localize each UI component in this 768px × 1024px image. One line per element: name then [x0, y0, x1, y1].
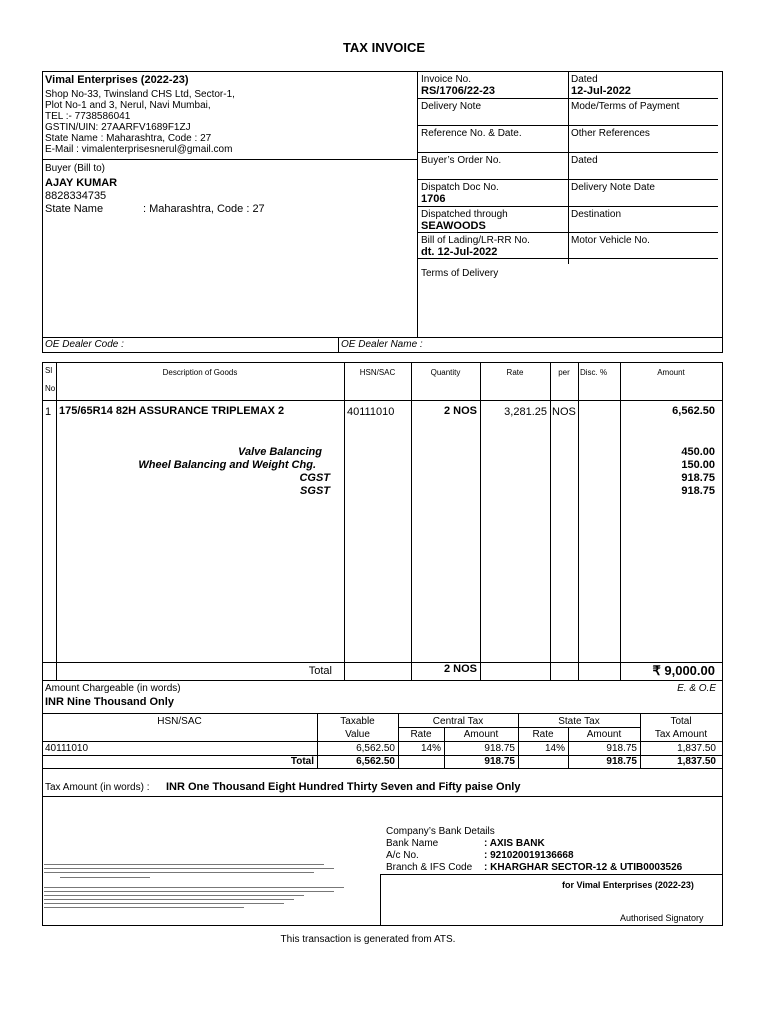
bank-heading: Company’s Bank Details — [386, 826, 495, 837]
order-dated-label: Dated — [571, 155, 598, 166]
delivery-note-date-label: Delivery Note Date — [571, 182, 655, 193]
seller-name: Vimal Enterprises (2022-23) — [45, 74, 189, 86]
terms-of-delivery-label: Terms of Delivery — [421, 268, 499, 279]
tax-col-state-rate: Rate — [532, 729, 554, 740]
tax-col-state-amount: Amount — [586, 729, 622, 740]
eoe-label: E. & O.E — [677, 683, 716, 694]
tax-col-central-amount: Amount — [463, 729, 499, 740]
buyer-phone: 8828334735 — [45, 190, 107, 202]
charge-cgst-label: CGST — [299, 472, 330, 484]
bank-name-label: Bank Name — [386, 838, 439, 849]
tax-row-state-rate: 14% — [544, 743, 565, 754]
charge-sgst-amount: 918.75 — [681, 485, 715, 497]
item-amount: 6,562.50 — [672, 405, 715, 417]
tax-total-state: 918.75 — [606, 756, 637, 767]
tax-total-central: 918.75 — [484, 756, 515, 767]
total-amount: ₹ 9,000.00 — [652, 663, 715, 678]
tax-col-central-rate: Rate — [410, 729, 432, 740]
seller-address-line-2: Plot No-1 and 3, Nerul, Navi Mumbai, — [45, 100, 211, 111]
buyer-name: AJAY KUMAR — [45, 177, 118, 189]
buyer-state-label: State Name — [45, 203, 104, 215]
buyer-label: Buyer (Bill to) — [45, 163, 106, 174]
bank-name: : AXIS BANK — [484, 838, 545, 849]
tax-row-state-amount: 918.75 — [606, 743, 637, 754]
col-per: per — [558, 368, 570, 377]
col-quantity: Quantity — [430, 368, 461, 377]
tax-col-central: Central Tax — [432, 716, 484, 727]
amount-words-label: Amount Chargeable (in words) — [45, 683, 181, 694]
dated-label: Dated — [571, 74, 598, 85]
tax-words-label: Tax Amount (in words) : — [45, 782, 150, 793]
bank-branch: : KHARGHAR SECTOR-12 & UTIB0003526 — [484, 862, 683, 873]
tax-row-hsn: 40111010 — [45, 743, 89, 754]
oe-dealer-code: OE Dealer Code : — [45, 339, 124, 350]
other-references-label: Other References — [571, 128, 650, 139]
total-quantity: 2 NOS — [443, 663, 477, 675]
charge-wheel-balancing-label: Wheel Balancing and Weight Chg. — [138, 459, 316, 471]
buyers-order-label: Buyer’s Order No. — [421, 155, 502, 166]
dispatched-through-label: Dispatched through — [421, 209, 508, 220]
amount-in-words: INR Nine Thousand Only — [45, 696, 174, 708]
mode-terms-label: Mode/Terms of Payment — [571, 101, 680, 112]
col-no: No. — [45, 384, 58, 393]
item-hsn: 40111010 — [347, 406, 395, 418]
tax-in-words: INR One Thousand Eight Hundred Thirty Seven and Fifty paise Only — [166, 781, 521, 793]
tax-row-total: 1,837.50 — [677, 743, 716, 754]
signature-for: for Vimal Enterprises (2022-23) — [562, 880, 694, 890]
tax-col-tax-amount: Tax Amount — [654, 729, 708, 740]
col-sl: Sl — [45, 366, 53, 375]
seller-gstin: GSTIN/UIN: 27AARFV1689F1ZJ — [45, 122, 191, 133]
tax-col-taxable: Taxable — [340, 716, 375, 727]
col-hsn: HSN/SAC — [359, 368, 396, 377]
dispatch-doc-label: Dispatch Doc No. — [421, 182, 499, 193]
destination-label: Destination — [571, 209, 622, 220]
tax-total-label: Total — [290, 756, 314, 767]
tax-total-amount: 1,837.50 — [677, 756, 716, 767]
tax-row-central-amount: 918.75 — [484, 743, 515, 754]
tax-col-hsn: HSN/SAC — [157, 716, 202, 727]
bill-of-lading-label: Bill of Lading/LR-RR No. — [421, 235, 530, 246]
delivery-note-label: Delivery Note — [421, 101, 482, 112]
bill-of-lading-date: dt. 12-Jul-2022 — [421, 246, 498, 258]
charge-sgst-label: SGST — [300, 485, 330, 497]
authorised-signatory: Authorised Signatory — [620, 913, 704, 923]
seller-tel: TEL :- 7738586041 — [45, 111, 131, 122]
item-rate: 3,281.25 — [504, 406, 547, 418]
invoice-no: RS/1706/22-23 — [421, 85, 495, 97]
page-title: TAX INVOICE — [342, 40, 426, 55]
reference-label: Reference No. & Date. — [421, 128, 522, 139]
col-rate: Rate — [506, 368, 524, 377]
item-sl: 1 — [45, 406, 52, 418]
buyer-state-value: : Maharashtra, Code : 27 — [143, 203, 265, 215]
tax-row-taxable: 6,562.50 — [356, 743, 395, 754]
charge-cgst-amount: 918.75 — [681, 472, 715, 484]
tax-row-central-rate: 14% — [420, 743, 441, 754]
invoice-date: 12-Jul-2022 — [571, 85, 631, 97]
bank-branch-label: Branch & IFS Code — [386, 862, 473, 873]
dispatch-doc-no: 1706 — [421, 193, 446, 205]
seller-email: E-Mail : vimalenterprisesnerul@gmail.com — [45, 144, 233, 155]
col-disc: Disc. % — [580, 368, 608, 377]
seller-address-line-1: Shop No-33, Twinsland CHS Ltd, Sector-1, — [45, 89, 235, 100]
tax-col-total: Total — [670, 716, 692, 727]
invoice-no-label: Invoice No. — [421, 74, 472, 85]
charge-valve-balancing-label: Valve Balancing — [238, 446, 322, 458]
tax-col-value: Value — [345, 729, 370, 740]
oe-dealer-name: OE Dealer Name : — [341, 339, 423, 350]
bank-ac-label: A/c No. — [386, 850, 419, 861]
item-description: 175/65R14 82H ASSURANCE TRIPLEMAX 2 — [59, 405, 285, 417]
bank-ac-no: : 921020019136668 — [484, 850, 574, 861]
total-label: Total — [308, 665, 332, 677]
col-amount: Amount — [657, 368, 685, 377]
item-quantity: 2 NOS — [443, 405, 477, 417]
item-per: NOS — [552, 406, 576, 418]
col-description: Description of Goods — [162, 368, 238, 377]
charge-wheel-balancing-amount: 150.00 — [681, 459, 715, 471]
charge-valve-balancing-amount: 450.00 — [681, 446, 715, 458]
dispatched-through: SEAWOODS — [421, 220, 486, 232]
tax-total-taxable: 6,562.50 — [356, 756, 395, 767]
seller-state: State Name : Maharashtra, Code : 27 — [45, 133, 212, 144]
tax-col-state: State Tax — [558, 716, 600, 727]
footer-note: This transaction is generated from ATS. — [280, 934, 456, 945]
motor-vehicle-label: Motor Vehicle No. — [571, 235, 650, 246]
